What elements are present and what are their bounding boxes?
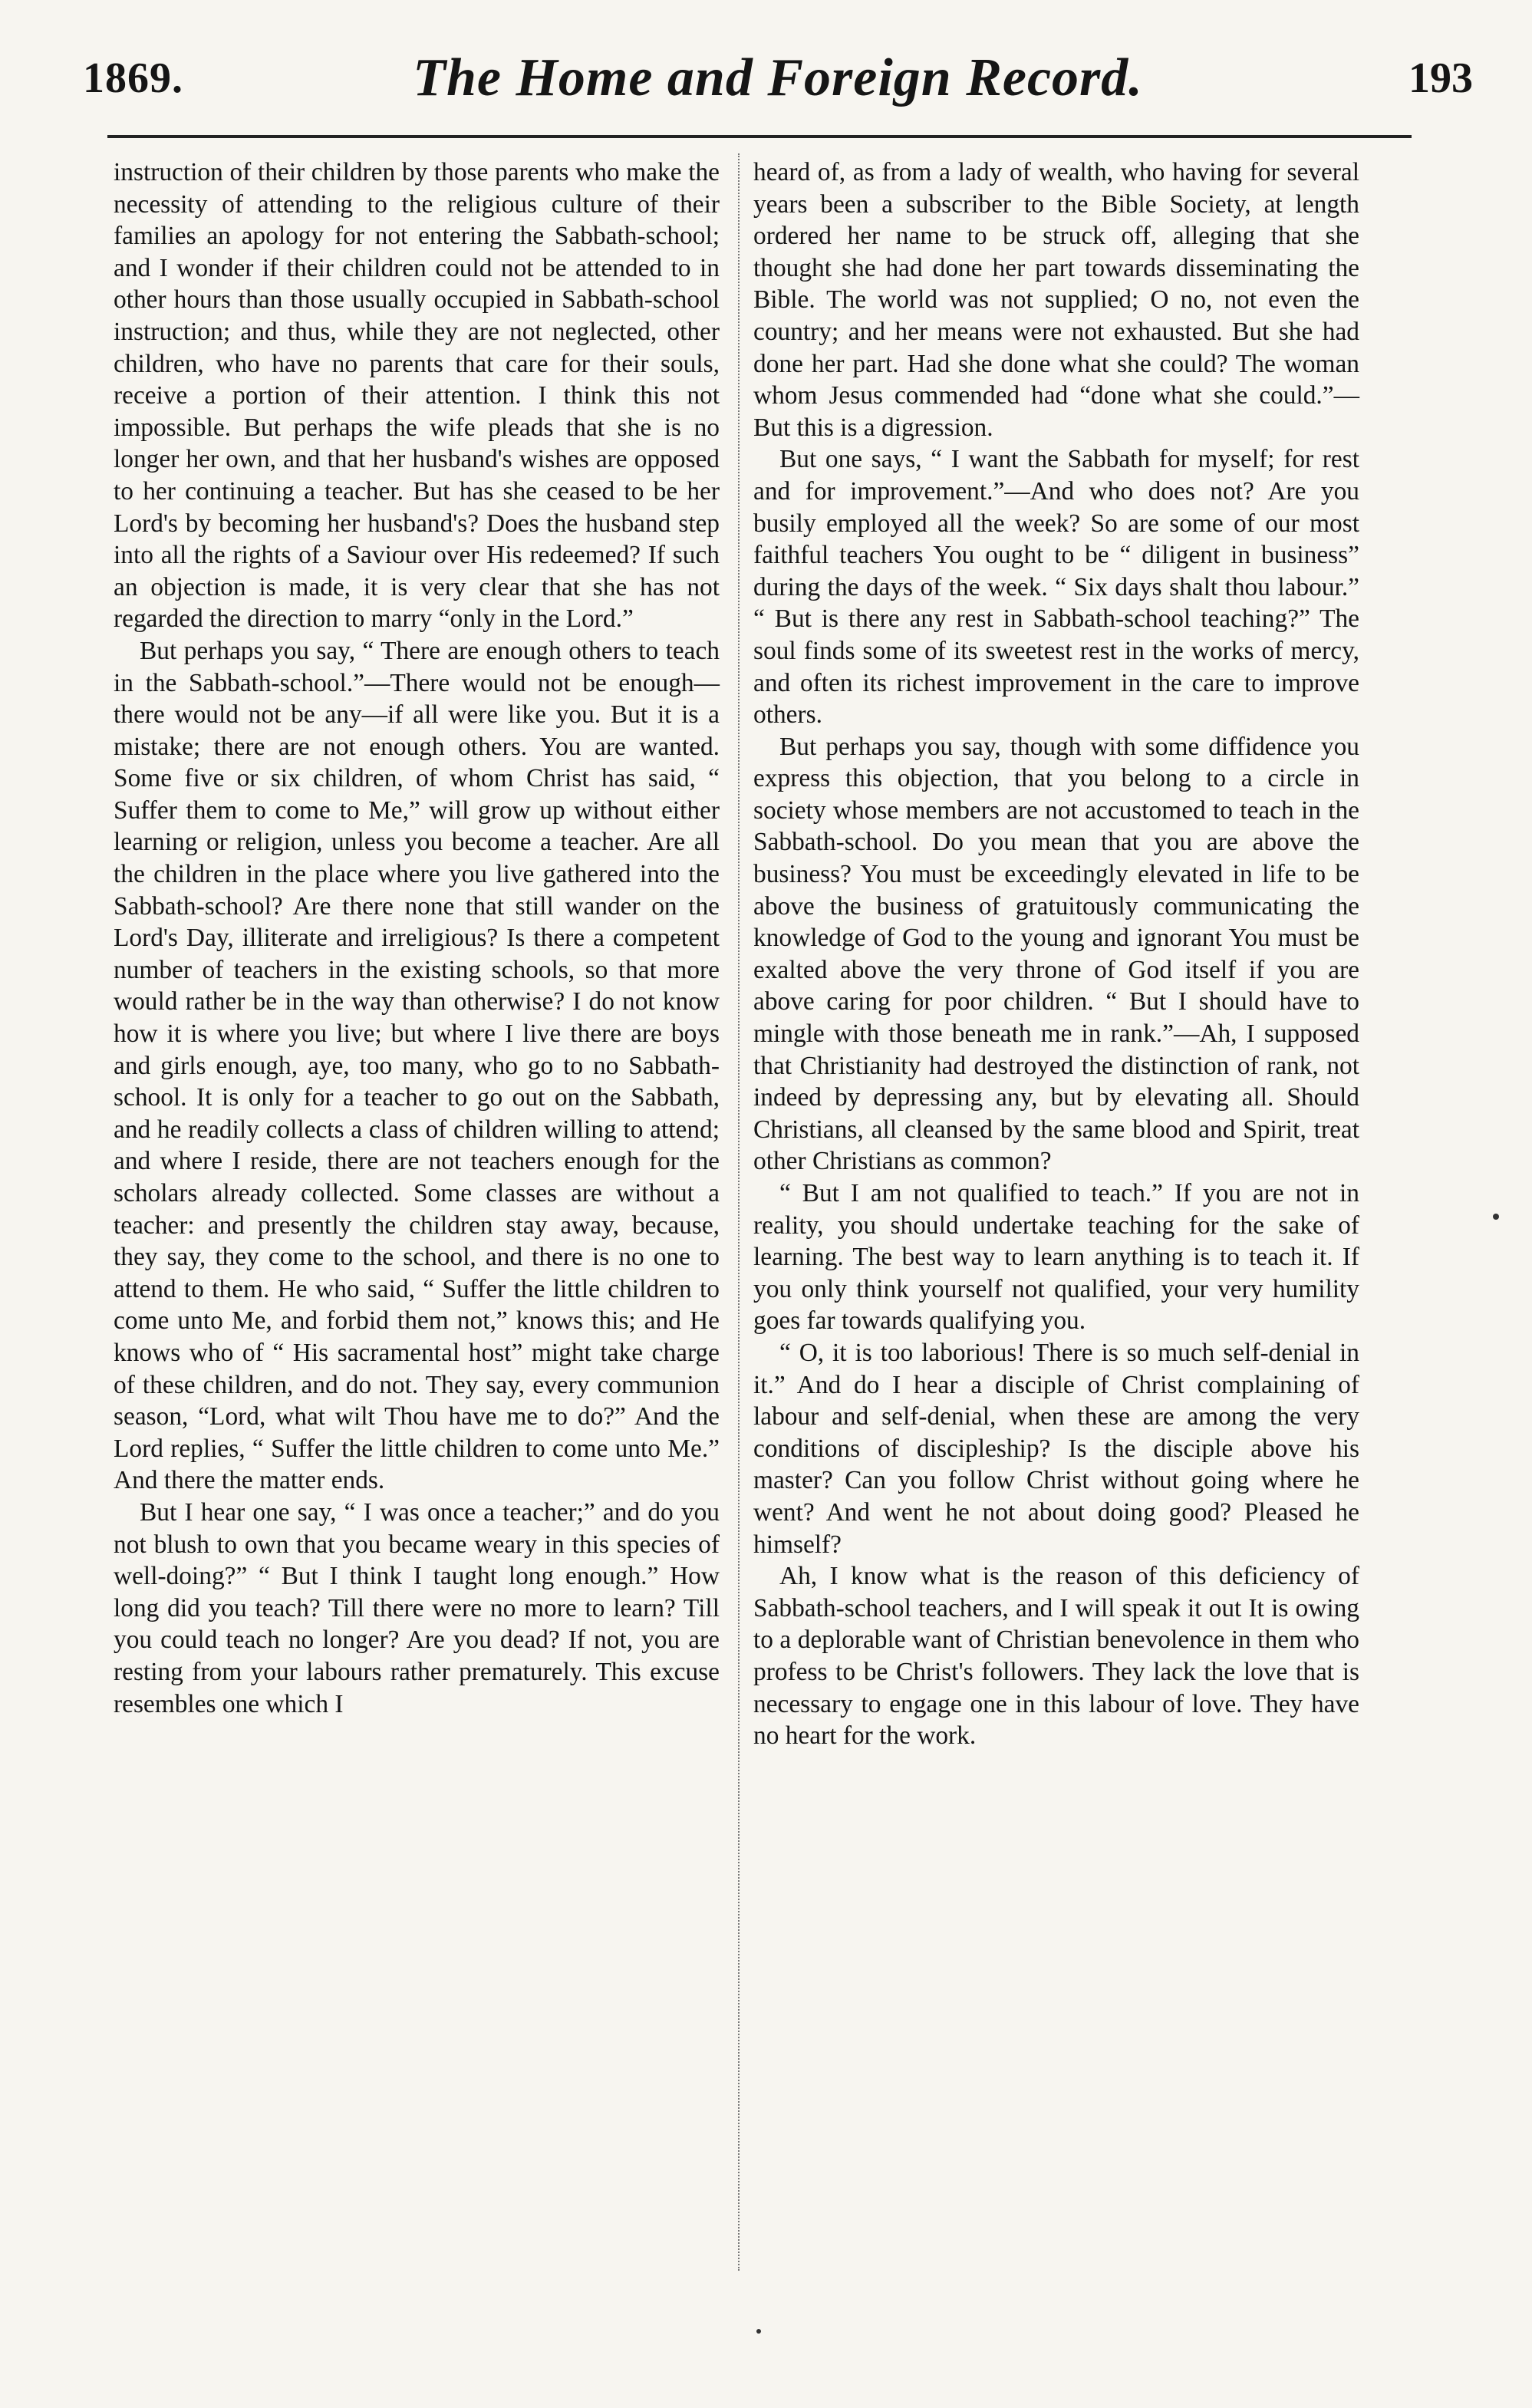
paragraph: heard of, as from a lady of wealth, who having for several years been a subscriber to the Bible Society, at length ordered her name to be struck off, alleging that she thought she had done her part towards disseminating the Bible. The world was not supplied; O no, not even the country; and her means were not exhausted. But she had done her part. Had she done what she could? The woman whom Jesus commended had “done what she could.”—But this is a digression.: [753, 158, 1359, 442]
header-title: The Home and Foreign Record.: [413, 48, 1143, 107]
header-year: 1869.: [83, 54, 183, 102]
right-column: [753, 156, 1359, 1752]
paragraph: Ah, I know what is the reason of this deficiency of Sabbath-school teachers, and I will speak it out It is owing to a deplorable want of Christian benevolence in them who profess to be Christ's followers. They lack the love that is necessary to engage one in this labour of love. They have no heart for the work.: [753, 1562, 1359, 1751]
paragraph: “ O, it is too laborious! There is so much self-denial in it.” And do I hear a disciple of Christ complaining of labour and self-denial, when these are among the very conditions of discipleship? Is the disciple above his master? Can you follow Christ without going where he went? And went he not about doing good? Pleased he himself?: [753, 1338, 1359, 1559]
left-column: [114, 156, 720, 1720]
header-rule: [107, 135, 1412, 138]
paragraph: But perhaps you say, though with some diffidence you express this objection, that you belong to a circle in society whose members are not accustomed to teach in the Sabbath-school. Do you mean that you are above the business? You must be exceedingly elevated in life to be above the business of gratuitously communicating the knowledge of God to the young and ignorant You must be exalted above the very throne of God itself if you are above caring for poor children. “ But I should have to mingle with those beneath me in rank.”—Ah, I supposed that Christianity had destroyed the distinction of rank, not indeed by depressing any, but by elevating all. Should Christians, all cleansed by the same blood and Spirit, treat other Christians as common?: [753, 732, 1359, 1176]
paragraph: But perhaps you say, “ There are enough others to teach in the Sabbath-school.”—There would not be enough—there would not be any—if all were like you. But it is a mistake; there are not enough others. You are wanted. Some five or six children, of whom Christ has said, “ Suffer them to come to Me,” will grow up without either learning or religion, unless you become a teacher. Are all the children in the place where you live gathered into the Sabbath-school? Are there none that still wander on the Lord's Day, illiterate and irreligious? Is there a competent number of teachers in the existing schools, so that more would rather be in the way than otherwise? I do not know how it is where you live; but where I live there are boys and girls enough, aye, too many, who go to no Sabbath-school. It is only for a teacher to go out on the Sabbath, and he readily collects a class of children willing to attend; and where I reside, there are not teachers enough for the scholars already collected. Some classes are without a teacher: and presently the children stay away, because, they say, they come to the school, and there is no one to attend to them. He who said, “ Suffer the little children to come unto Me, and forbid them not,” knows this; and He knows who of “ His sacramental host” might take charge of these children, and do not. They say, every communion season, “Lord, what wilt Thou have me to do?” And the Lord replies, “ Suffer the little children to come unto Me.” And there the matter ends.: [114, 636, 720, 1495]
ink-speck: [756, 2329, 761, 2334]
ink-speck: [1493, 1214, 1499, 1220]
paragraph: But I hear one say, “ I was once a teacher;” and do you not blush to own that you became weary in this species of well-doing?” “ But I think I taught long enough.” How long did you teach? Till there were no more to learn? Till you could teach no longer? Are you dead? If not, you are resting from your labours rather prematurely. This excuse resembles one which I: [114, 1497, 720, 1718]
column-divider: [738, 153, 740, 2271]
paragraph: “ But I am not qualified to teach.” If you are not in reality, you should undertake teaching for the sake of learning. The best way to learn anything is to teach it. If you only think yourself not qualified, your very humility goes far towards qualifying you.: [753, 1179, 1359, 1336]
paragraph: But one says, “ I want the Sabbath for myself; for rest and for improvement.”—And who does not? Are you busily employed all the week? So are some of our most faithful teachers You ought to be “ diligent in business” during the days of the week. “ Six days shalt thou labour.” “ But is there any rest in Sabbath-school teaching?” The soul finds some of its sweetest rest in the works of mercy, and often its richest improvement in the care to improve others.: [753, 445, 1359, 730]
paragraph: instruction of their children by those parents who make the necessity of attending to the religious culture of their families an apology for not entering the Sabbath-school; and I wonder if their children could not be attended to in other hours than those usually occupied in Sabbath-school instruction; and thus, while they are not neglected, other children, who have no parents that care for their souls, receive a portion of their attention. I think this not impossible. But perhaps the wife pleads that she is no longer her own, and that her husband's wishes are opposed to her continuing a teacher. But has she ceased to be her Lord's by becoming her husband's? Does the husband step into all the rights of a Saviour over His redeemed? If such an objection is made, it is very clear that she has not regarded the direction to marry “only in the Lord.”: [114, 158, 720, 634]
running-header: [83, 31, 1473, 130]
page-number: 193: [1408, 54, 1473, 102]
